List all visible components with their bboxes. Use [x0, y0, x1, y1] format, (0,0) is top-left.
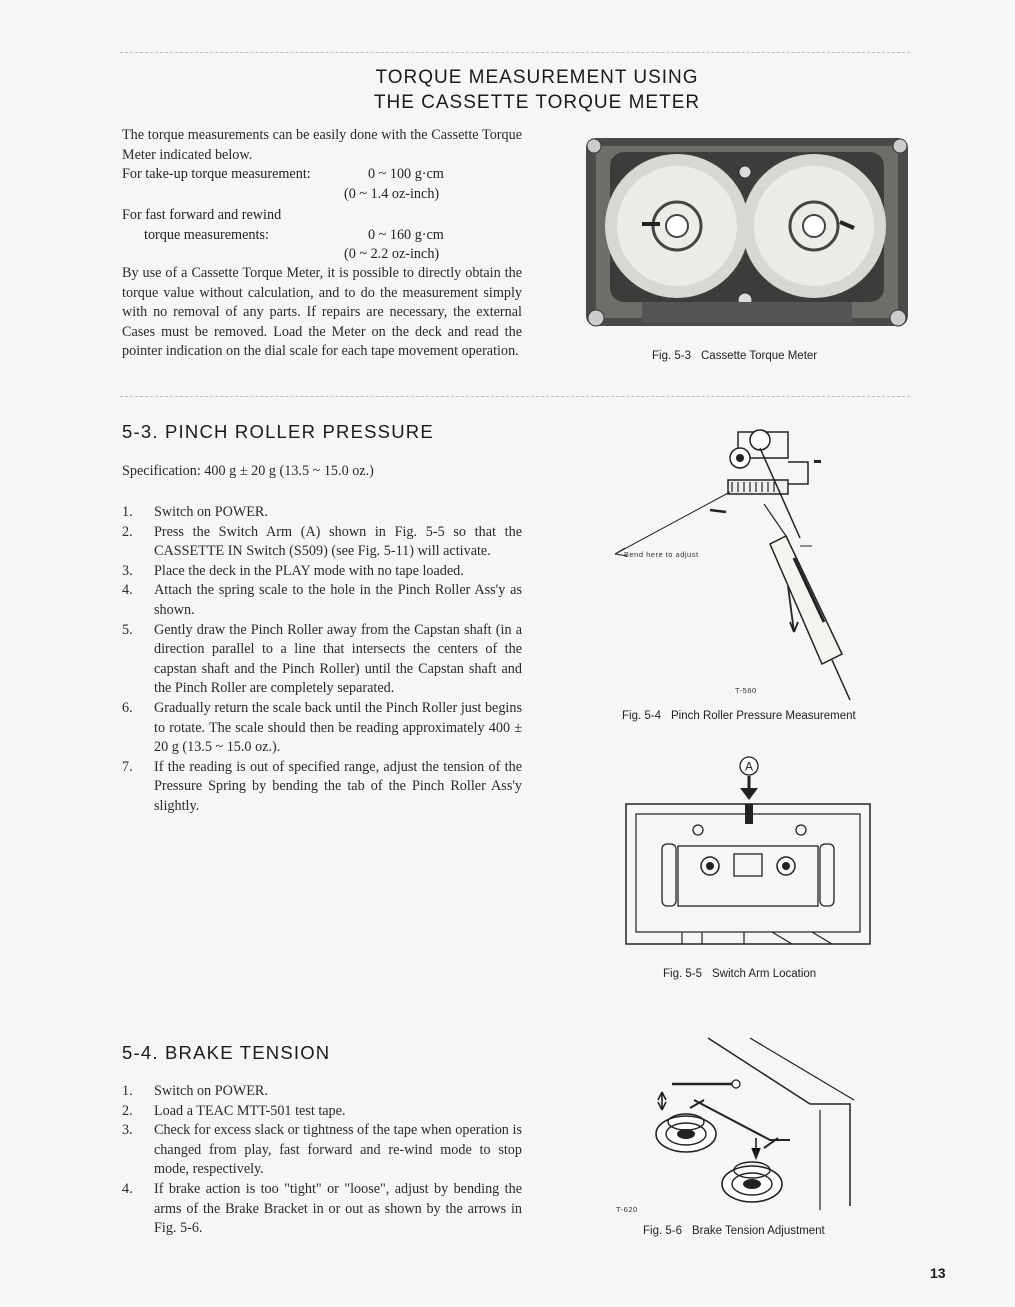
fig-5-6-number: Fig. 5-6	[643, 1225, 682, 1237]
ffrew-value-imperial: (0 ~ 2.2 oz-inch)	[344, 246, 440, 263]
ffrew-value: 0 ~ 160 g·cm	[368, 226, 444, 243]
pinch-step-3: 3. Place the deck in the PLAY mode with no tape loaded.	[122, 562, 464, 579]
torque-spec-block	[122, 165, 522, 265]
section-title-line1: TORQUE MEASUREMENT USING	[375, 67, 699, 88]
fig-5-3-caption	[652, 350, 817, 362]
takeup-value-imperial: (0 ~ 1.4 oz-inch)	[344, 185, 440, 202]
ffrew-label: For fast forward and rewind	[122, 207, 282, 224]
pinch-spec: Specification: 400 g ± 20 g (13.5 ~ 15.0 oz.)	[122, 463, 374, 479]
section-title-line2: THE CASSETTE TORQUE METER	[373, 92, 701, 113]
pinch-heading: 5-3. PINCH ROLLER PRESSURE	[122, 421, 434, 442]
brake-step-3: 3. Check for excess slack or tightness of the tape when operation is changed from play, fast forward and re-wind mode to stop mode, respectively.	[122, 1122, 522, 1178]
brake-step-4: 4. If brake action is too "tight" or "loose", adjust by bending the arms of the Brake Bracket in or out as shown by the arrows in Fig. 5-6.	[122, 1180, 522, 1237]
fig-5-4-number: Fig. 5-4	[622, 710, 661, 722]
top-divider	[120, 52, 910, 53]
pinch-step-6: 6. Gradually return the scale back until the Pinch Roller just begins to rotate. The scale should then be reading approximately 400 ± 20 g (13.5 ~ 15.0 oz.).	[122, 699, 522, 756]
pinch-roller-diagram	[610, 418, 870, 708]
pinch-step-5: 5. Gently draw the Pinch Roller away from the Capstan shaft (in a direction parallel to a line that intersects the centers of the capstan shaft and the Pinch Roller) until the Capstan shaft and the Pinch Roller are completely separated.	[122, 621, 522, 697]
fig-5-6-caption	[643, 1225, 825, 1237]
fig-5-5-number: Fig. 5-5	[663, 968, 702, 980]
bend-note: Bend here to adjust	[624, 550, 699, 559]
brake-bracket-diagram	[640, 1030, 870, 1220]
fig-5-4-caption	[622, 710, 856, 722]
fig-5-3-number: Fig. 5-3	[652, 350, 691, 362]
brake-steps	[122, 1082, 522, 1239]
mid-divider	[120, 396, 910, 397]
brake-heading: 5-4. BRAKE TENSION	[122, 1042, 331, 1063]
switch-arm-diagram	[622, 756, 872, 946]
fig-5-5-title: Switch Arm Location	[712, 968, 817, 980]
brake-step-1: 1. Switch on POWER.	[122, 1083, 268, 1099]
fig-5-5-caption	[663, 968, 816, 980]
takeup-label: For take-up torque measurement:	[122, 166, 311, 182]
spring-scale-illustration	[610, 418, 870, 708]
deck-front-illustration	[622, 756, 872, 946]
fig-5-3-title: Cassette Torque Meter	[701, 350, 818, 362]
page-number: 13	[930, 1265, 946, 1281]
takeup-value: 0 ~ 100 g·cm	[368, 166, 444, 182]
cassette-meter-illustration	[582, 132, 912, 332]
fig-5-6-code: T-620	[616, 1205, 638, 1214]
pinch-step-7: 7. If the reading is out of specified range, adjust the tension of the Pressure Spring by bending the tab of the Pinch Roller Ass'y slightly.	[122, 758, 522, 814]
ffrew-label-2: torque measurements:	[144, 226, 269, 243]
pinch-steps	[122, 503, 522, 817]
torque-intro: The torque measurements can be easily done with the Cassette Torque Meter indicated below.	[122, 127, 522, 163]
fig-5-6-title: Brake Tension Adjustment	[692, 1225, 825, 1237]
fig-5-4-title: Pinch Roller Pressure Measurement	[671, 710, 856, 722]
switch-arm-marker: A	[744, 759, 754, 774]
torque-body: By use of a Cassette Torque Meter, it is possible to directly obtain the torque value without calculation, and to do the measurement simply with no removal of any parts. If repairs are necessary, the external Cases must be removed. Load the Meter on the deck and read the pointer indication on the dial scale for each tape movement operation.	[122, 265, 522, 360]
pinch-step-1: 1. Switch on POWER.	[122, 504, 268, 520]
fig-5-4-code: T-560	[735, 686, 757, 695]
pinch-step-4: 4. Attach the spring scale to the hole in the Pinch Roller Ass'y as shown.	[122, 582, 522, 618]
brake-illustration	[640, 1030, 870, 1220]
cassette-torque-meter-photo	[582, 132, 912, 332]
pinch-step-2: 2. Press the Switch Arm (A) shown in Fig. 5-5 so that the CASSETTE IN Switch (S509) (see Fig. 5-11) will activate.	[122, 523, 522, 560]
brake-step-2: 2. Load a TEAC MTT-501 test tape.	[122, 1102, 346, 1119]
